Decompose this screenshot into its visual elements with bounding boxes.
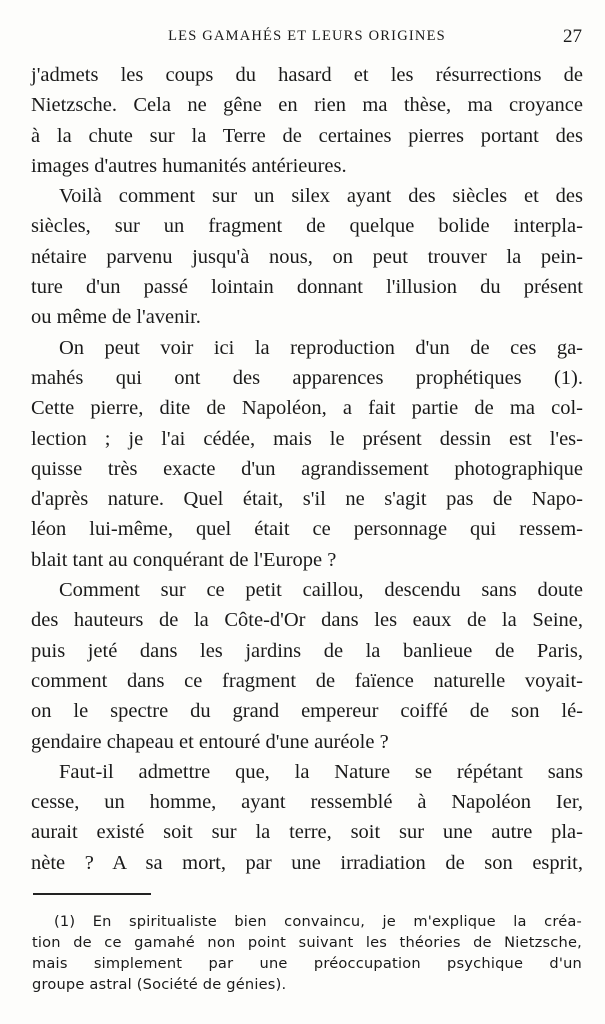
text-line: mahés qui ont des apparences prophétiques (1). [31, 366, 583, 389]
text-line: nétaire parvenu jusqu'à nous, on peut trouver la pein- [31, 245, 583, 268]
text-line: Cette pierre, dite de Napoléon, a fait partie de ma col- [31, 397, 583, 420]
text-line: léon lui-même, quel était ce personnage qui ressem- [31, 518, 583, 541]
text-line: cesse, un homme, ayant ressemblé à Napoléon Ier, [31, 791, 583, 814]
page-header [32, 28, 582, 54]
text-line: gendaire chapeau et entouré d'une auréole ? [31, 730, 389, 753]
text-line: nète ? A sa mort, par une irradiation de son esprit, [31, 851, 583, 874]
text-line: on le spectre du grand empereur coiffé de son lé- [31, 700, 583, 723]
text-line: comment dans ce fragment de faïence naturelle voyait- [31, 669, 583, 692]
page-number: 27 [563, 26, 582, 47]
text-line: Voilà comment sur un silex ayant des siècles et des [59, 185, 583, 208]
footnote-rule [33, 893, 151, 895]
text-line: des hauteurs de la Côte-d'Or dans les eaux de la Seine, [31, 609, 583, 632]
footnote [32, 911, 582, 995]
text-line: images d'autres humanités antérieures. [31, 154, 347, 177]
text-line: siècles, sur un fragment de quelque bolide interpla- [31, 215, 583, 238]
text-line: Comment sur ce petit caillou, descendu sans doute [59, 579, 583, 602]
text-line: On peut voir ici la reproduction d'un de ces ga- [59, 336, 583, 359]
text-line: j'admets les coups du hasard et les résurrections de [31, 64, 583, 86]
running-head: LES GAMAHÉS ET LEURS ORIGINES [168, 28, 446, 44]
body-text [31, 60, 583, 878]
footnote-line: (1) En spiritualiste bien convaincu, je m'explique la créa- [54, 913, 582, 930]
text-line: d'après nature. Quel était, s'il ne s'agit pas de Napo- [31, 488, 583, 511]
footnote-line: mais simplement par une préoccupation psychique d'un [32, 955, 582, 972]
text-line: Faut-il admettre que, la Nature se répétant sans [59, 760, 583, 783]
text-line: ou même de l'avenir. [31, 306, 201, 329]
footnote-line: tion de ce gamahé non point suivant les théories de Nietzsche, [32, 934, 582, 951]
text-line: blait tant au conquérant de l'Europe ? [31, 548, 337, 571]
footnote-line: groupe astral (Société de génies). [32, 976, 287, 993]
text-line: à la chute sur la Terre de certaines pierres portant des [31, 124, 583, 147]
text-line: quisse très exacte d'un agrandissement photographique [31, 457, 583, 480]
text-line: ture d'un passé lointain donnant l'illusion du présent [31, 276, 583, 299]
text-line: lection ; je l'ai cédée, mais le présent dessin est l'es- [31, 427, 583, 450]
text-line: puis jeté dans les jardins de la banlieue de Paris, [31, 639, 583, 662]
text-line: aurait existé soit sur la terre, soit sur une autre pla- [31, 821, 583, 844]
text-line: Nietzsche. Cela ne gêne en rien ma thèse, ma croyance [31, 94, 583, 117]
